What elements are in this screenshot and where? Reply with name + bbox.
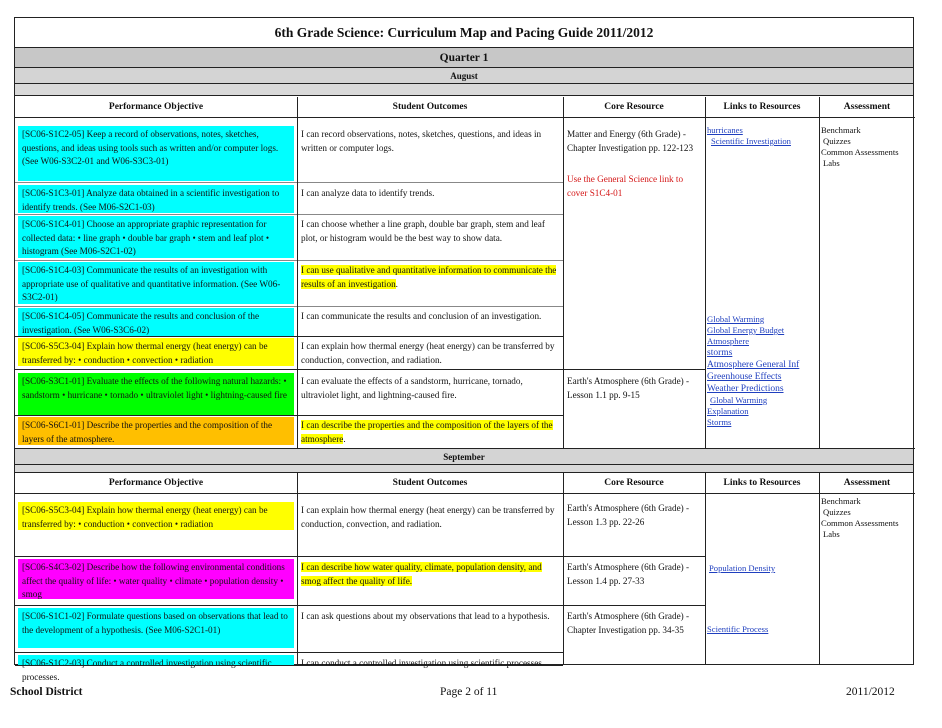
header-outcomes: Student Outcomes — [392, 102, 468, 112]
header-assessment: Assessment — [843, 102, 891, 112]
outcome-aug-1: I can record observations, notes, sketches, questions, and ideas in written or computer logs. — [301, 129, 542, 153]
resource-aug-2: Earth's Atmosphere (6th Grade) - Lesson 1.1 pp. 9-15 — [567, 376, 690, 400]
assessment-item: Common Assessments — [821, 147, 899, 157]
objective-aug-4: [SC06-S1C4-03] Communicate the results of an investigation with appropriate use of qualitative and quantitative information. (See W06-S3C2-01) — [18, 262, 294, 304]
outcome-sep-4: I can conduct a controlled investigation using scientific processes. — [301, 658, 545, 668]
header-outcomes-sep: Student Outcomes — [392, 478, 468, 488]
link-population-density[interactable]: Population Density — [709, 563, 776, 573]
resource-aug-note: Use the General Science link to cover S1C4-01 — [567, 174, 684, 198]
objective-sep-4: [SC06-S1C2-03] Conduct a controlled investigation using scientific processes. — [18, 655, 294, 665]
objective-sep-1: [SC06-S5C3-04] Explain how thermal energy (heat energy) can be transferred by: • conduction • convection • radiation — [18, 502, 294, 530]
outcome-sep-3: I can ask questions about my observations that lead to a hypothesis. — [301, 611, 550, 621]
link-weather-predictions[interactable]: Weather Predictions — [707, 384, 784, 394]
outcome-aug-2: I can analyze data to identify trends. — [301, 188, 435, 198]
resource-sep-2: Earth's Atmosphere (6th Grade) - Lesson 1.4 pp. 27-33 — [567, 562, 690, 586]
assessment-item: Benchmark — [821, 125, 861, 135]
assessment-aug — [821, 125, 915, 169]
objective-aug-2: [SC06-S1C3-01] Analyze data obtained in a scientific investigation to identify trends. (See M06-S2C1-03) — [18, 185, 294, 213]
assessment-item: Common Assessments — [821, 518, 899, 528]
link-scientific-process[interactable]: Scientific Process — [707, 624, 769, 634]
assessment-item: Benchmark — [821, 496, 861, 506]
assessment-sep — [821, 496, 915, 540]
header-objective: Performance Objective — [108, 102, 204, 112]
objective-aug-6: [SC06-S5C3-04] Explain how thermal energy (heat energy) can be transferred by: • conduction • convection • radiation — [18, 338, 294, 366]
objective-aug-7: [SC06-S3C1-01] Evaluate the effects of the following natural hazards: • sandstorm • hurricane • tornado • ultraviolet light • lightning-caused fire — [18, 373, 294, 415]
footer-year: 2011/2012 — [846, 686, 895, 698]
spacer-row — [15, 84, 913, 96]
link-explanation[interactable]: Explanation — [707, 406, 749, 416]
objective-sep-2: [SC06-S4C3-02] Describe how the following environmental conditions affect the quality of life: • water quality • climate • population density • smog — [18, 559, 294, 599]
link-storms[interactable]: storms — [707, 348, 733, 358]
link-hurricanes[interactable]: hurricanes — [707, 125, 743, 135]
assessment-item: Labs — [823, 529, 840, 539]
link-global-energy-budget[interactable]: Global Energy Budget — [707, 325, 785, 335]
resource-aug-1: Matter and Energy (6th Grade) - Chapter Investigation pp. 122-123 — [567, 129, 694, 153]
outcome-aug-8: I can describe the properties and the composition of the layers of the atmosphere. — [301, 420, 553, 444]
link-global-warming-2[interactable]: Global Warming — [710, 395, 768, 405]
link-global-warming[interactable]: Global Warming — [707, 314, 765, 324]
outcome-aug-4: I can use qualitative and quantitative information to communicate the results of an investigation. — [301, 265, 557, 289]
links-aug-top — [707, 125, 819, 147]
page-title: 6th Grade Science: Curriculum Map and Pacing Guide 2011/2012 — [15, 18, 913, 48]
month-september: September — [15, 449, 913, 465]
header-links: Links to Resources — [723, 102, 801, 112]
objective-aug-8: [SC06-S6C1-01] Describe the properties and the composition of the layers of the atmosphere. — [18, 417, 294, 445]
outcome-aug-6: I can explain how thermal energy (heat energy) can be transferred by conduction, convection, and radiation. — [301, 341, 555, 365]
link-atmosphere-general[interactable]: Atmosphere General Inf — [707, 360, 800, 370]
header-objective-sep: Performance Objective — [108, 478, 204, 488]
assessment-item: Quizzes — [823, 507, 851, 517]
resource-sep-1: Earth's Atmosphere (6th Grade) - Lesson 1.3 pp. 22-26 — [567, 503, 690, 527]
assessment-item: Quizzes — [823, 136, 851, 146]
objective-aug-3: [SC06-S1C4-01] Choose an appropriate graphic representation for collected data: • line graph • double bar graph • stem and leaf plot • histogram (See M06-S2C1-02) — [18, 216, 294, 258]
link-scientific-investigation[interactable]: Scientific Investigation — [711, 136, 791, 146]
resource-sep-3: Earth's Atmosphere (6th Grade) - Chapter Investigation pp. 34-35 — [567, 611, 690, 635]
objective-aug-5: [SC06-S1C4-05] Communicate the results and conclusion of the investigation. (See W06-S3C6-02) — [18, 308, 294, 336]
header-links-sep: Links to Resources — [723, 478, 801, 488]
month-august: August — [15, 68, 913, 84]
outcome-aug-5: I can communicate the results and conclusion of an investigation. — [301, 311, 542, 321]
quarter-row: Quarter 1 — [15, 48, 913, 68]
outcome-sep-1: I can explain how thermal energy (heat energy) can be transferred by conduction, convection, and radiation. — [301, 505, 555, 529]
link-storms-2[interactable]: Storms — [707, 417, 732, 427]
header-resource: Core Resource — [604, 102, 664, 112]
curriculum-sheet — [14, 17, 914, 682]
outcome-aug-7: I can evaluate the effects of a sandstorm, hurricane, tornado, ultraviolet light, and lightning-caused fire. — [301, 376, 523, 400]
links-aug-bottom — [707, 314, 819, 428]
outcome-sep-2: I can describe how water quality, climate, population density, and smog affect the quality of life. — [301, 562, 542, 586]
footer-page: Page 2 of 11 — [440, 686, 498, 698]
assessment-item: Labs — [823, 158, 840, 168]
link-greenhouse-effects[interactable]: Greenhouse Effects — [707, 372, 782, 382]
spacer-row — [15, 465, 913, 473]
objective-sep-3: [SC06-S1C1-02] Formulate questions based on observations that lead to the development of a hypothesis. (See M06-S2C1-01) — [18, 608, 294, 648]
header-assessment-sep: Assessment — [843, 478, 891, 488]
header-resource-sep: Core Resource — [604, 478, 664, 488]
footer-district: School District — [10, 686, 83, 698]
objective-aug-1: [SC06-S1C2-05] Keep a record of observations, notes, sketches, questions, and ideas using tools such as written and/or computer logs. (See W06-S3C2-01 and W06-S3C3-01) — [18, 126, 294, 181]
link-atmosphere[interactable]: Atmosphere — [707, 336, 750, 346]
outcome-aug-3: I can choose whether a line graph, double bar graph, stem and leaf plot, or histogram would be the best way to show data. — [301, 219, 545, 243]
